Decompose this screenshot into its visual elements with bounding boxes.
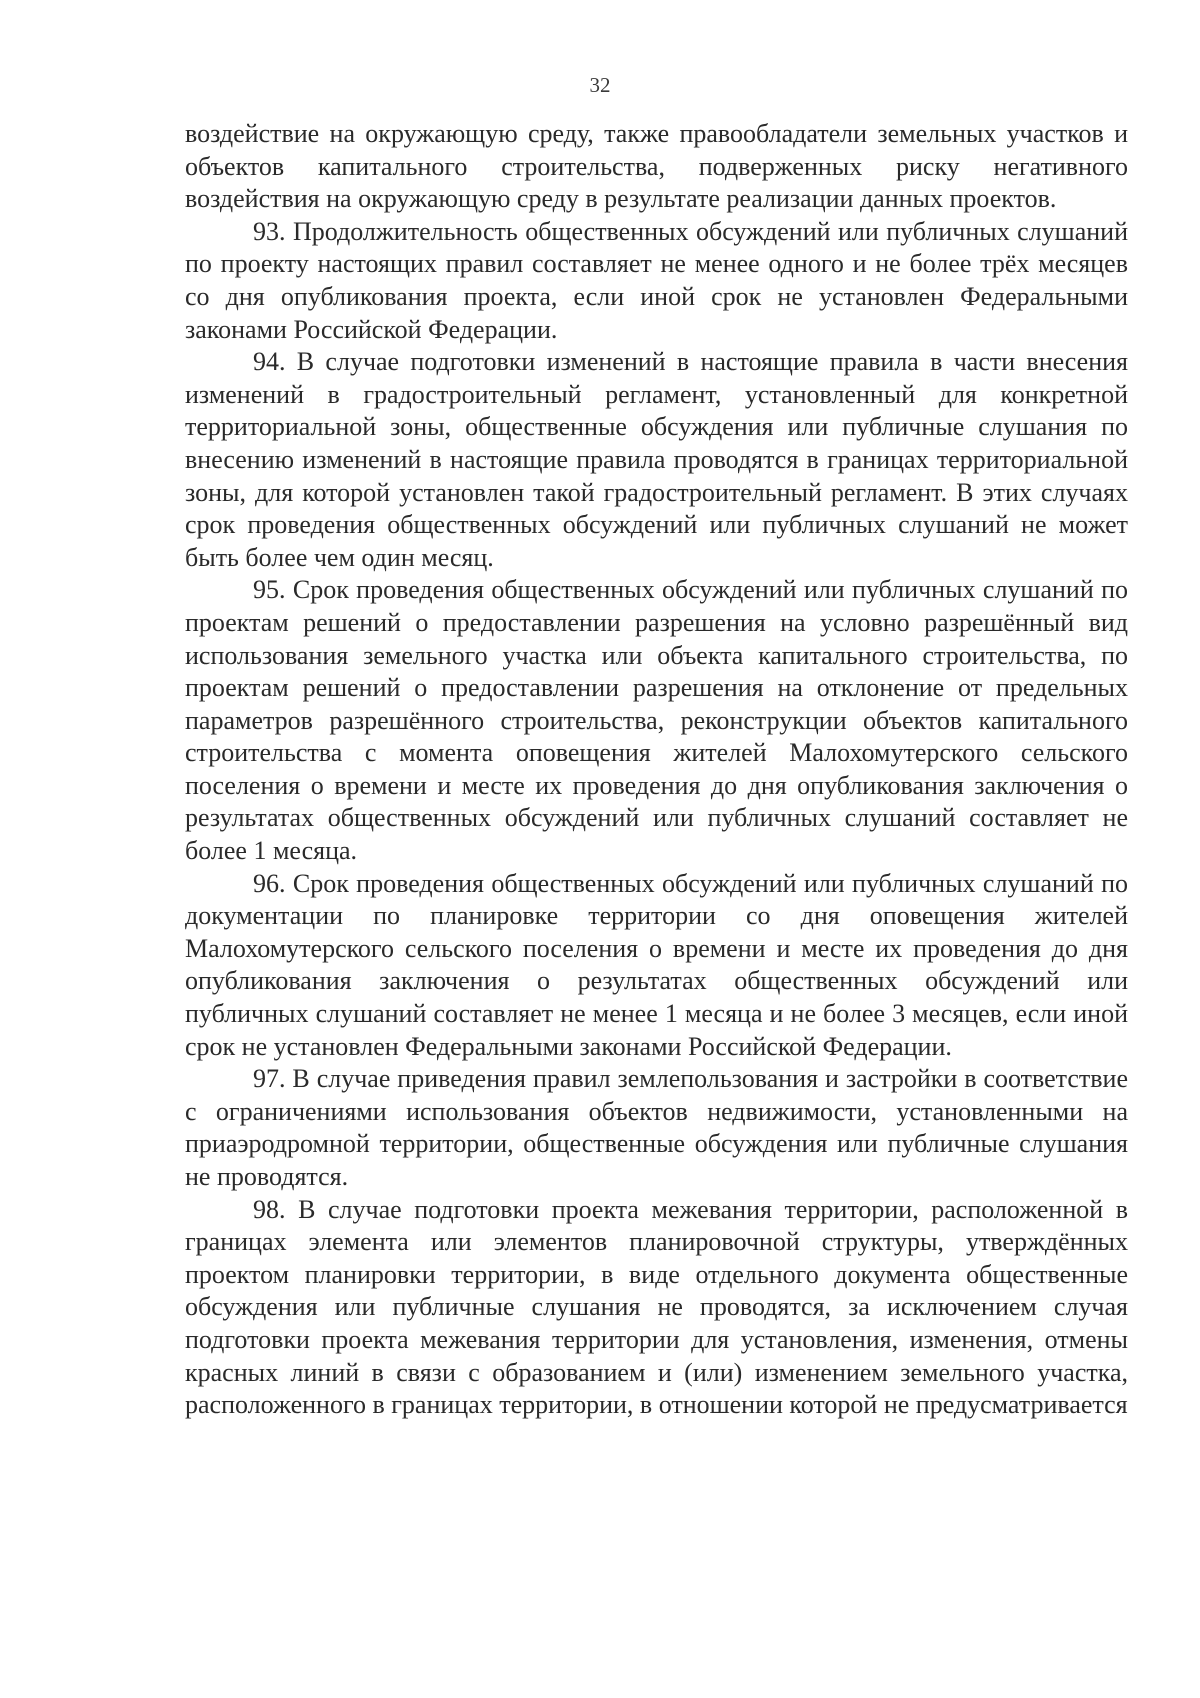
paragraph-continuation: воздействие на окружающую среду, также правообладатели земельных участков и объектов капитального строительства, подверженных риску негативного воздействия на окружающую среду в результате реализации данных проектов. xyxy=(185,119,1128,214)
paragraph-96: 96. Срок проведения общественных обсуждений или публичных слушаний по документации по планировке территории со дня оповещения жителей Малохомутерского сельского поселения о времени и месте их проведения до дня опубликования заключения о результатах общественных обсуждений или публичных слушаний составляет не менее 1 месяца и не более 3 месяцев, если иной срок не установлен Федеральными законами Российской Федерации. xyxy=(185,868,1128,1061)
paragraph-94: 94. В случае подготовки изменений в настоящие правила в части внесения изменений в градостроительный регламент, установленный для конкретной территориальной зоны, общественные обсуждения или публичные слушания по внесению изменений в настоящие правила проводятся в границах территориальной зоны, для которой установлен такой градостроительный регламент. В этих случаях срок проведения общественных обсуждений или публичных слушаний не может быть более чем один месяц. xyxy=(185,347,1128,572)
paragraph-95: 95. Срок проведения общественных обсуждений или публичных слушаний по проектам решений о предоставлении разрешения на условно разрешённый вид использования земельного участка или объекта капитального строительства, по проектам решений о предоставлении разрешения на отклонение от предельных параметров разрешённого строительства, реконструкции объектов капитального строительства с момента оповещения жителей Малохомутерского сельского поселения о времени и месте их проведения до дня опубликования заключения о результатах общественных обсуждений или публичных слушаний составляет не более 1 месяца. xyxy=(185,575,1128,866)
paragraph-93: 93. Продолжительность общественных обсуждений или публичных слушаний по проекту настоящих правил составляет не менее одного и не более трёх месяцев со дня опубликования проекта, если иной срок не установлен Федеральными законами Российской Федерации. xyxy=(185,216,1128,344)
document-body xyxy=(185,118,1128,1422)
paragraph-98: 98. В случае подготовки проекта межевания территории, расположенной в границах элемента или элементов планировочной структуры, утверждённых проектом планировки территории, в виде отдельного документа общественные обсуждения или публичные слушания не проводятся, за исключением случая подготовки проекта межевания территории для установления, изменения, отмены красных линий в связи с образованием и (или) изменением земельного участка, расположенного в границах территории, в отношении которой не предусматривается xyxy=(185,1194,1128,1420)
paragraph-97: 97. В случае приведения правил землепользования и застройки в соответствие с ограничениями использования объектов недвижимости, установленными на приаэродромной территории, общественные обсуждения или публичные слушания не проводятся. xyxy=(185,1064,1128,1191)
page-number: 32 xyxy=(589,73,611,97)
